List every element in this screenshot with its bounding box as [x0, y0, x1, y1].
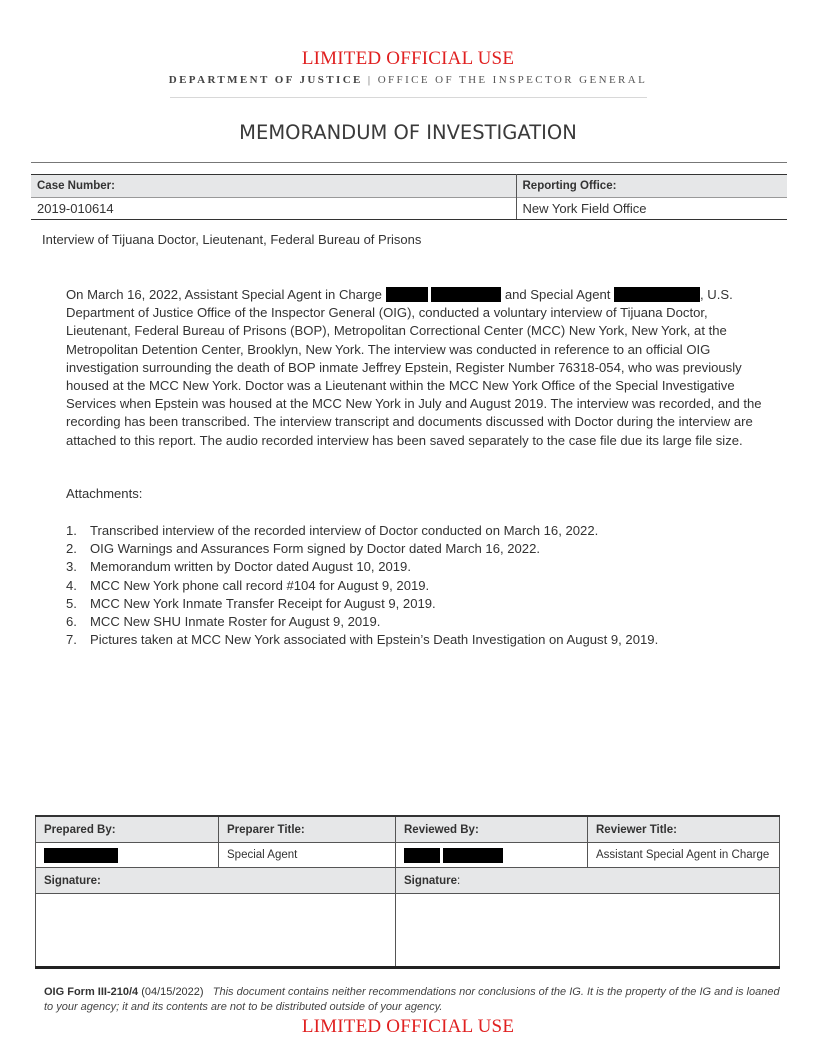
reviewed-by-cell [396, 843, 588, 868]
attachments-heading: Attachments: [66, 486, 143, 501]
memo-subject: Interview of Tijuana Doctor, Lieutenant, Federal Bureau of Prisons [42, 232, 422, 247]
department-header [0, 74, 816, 86]
attachment-number: 3. [66, 559, 77, 575]
case-number-value: 2019-010614 [31, 198, 516, 220]
redaction-asac-first-name [386, 287, 428, 302]
attachment-item [66, 613, 786, 631]
attachment-number: 1. [66, 523, 77, 538]
title-divider [31, 162, 787, 163]
prepared-by-label: Prepared By: [36, 816, 219, 843]
attachment-item [66, 631, 786, 649]
footer-disclaimer: This document contains neither recommendations nor conclusions of the IG. It is the property of the IG and is loaned to your agency; it and its contents are not to be distributed outside of your agency. [44, 986, 780, 1013]
attachment-item [66, 522, 786, 540]
prepared-by-cell [36, 843, 219, 868]
redaction-reviewer-last-name [443, 848, 503, 863]
signature-label-right-cell [396, 868, 780, 894]
attachment-text: OIG Warnings and Assurances Form signed by Doctor dated March 16, 2022. [90, 541, 541, 557]
reviewed-by-label: Reviewed By: [396, 816, 588, 843]
department-name: DEPARTMENT OF JUSTICE [168, 74, 363, 86]
header-separator: | [362, 74, 378, 86]
form-date: (04/15/2022) [138, 986, 204, 998]
form-id: OIG Form III-210/4 [44, 986, 139, 998]
attachment-item [66, 540, 786, 558]
header-divider [170, 97, 647, 98]
redaction-asac-last-name [431, 287, 501, 302]
classification-marking-top: LIMITED OFFICIAL USE [301, 48, 515, 69]
attachment-item [66, 558, 786, 576]
case-info-table [31, 174, 787, 220]
attachment-text: MCC New York phone call record #104 for August 9, 2019. [90, 577, 430, 593]
attachment-number: 7. [66, 632, 77, 648]
redaction-reviewer-first-name [404, 848, 440, 863]
form-footer [44, 985, 784, 1015]
signature-table [35, 815, 780, 969]
classification-marking-bottom: LIMITED OFFICIAL USE [301, 1016, 515, 1037]
attachment-number: 6. [66, 614, 77, 630]
body-text-part-1: On March 16, 2022, Assistant Special Agent in Charge [66, 287, 382, 302]
body-text-part-3: , U.S. Department of Justice Office of the Inspector General (OIG), conducted a voluntary interview of Tijuana Doctor, Lieutenant, Federal Bureau of Prisons (BOP), Metropolitan Correctional Center (MCC) New York, New York, at the Metropolitan Detention Center, Brooklyn, New York. The interview was conducted in reference to an official OIG investigation surrounding the death of BOP inmate Jeffrey Epstein, Register Number 76318-054, who was previously housed at the MCC New York. Doctor was a Lieutenant within the MCC New York Office of the Special Investigative Services when Epstein was housed at the MCC New York in July and August 2019. The interview was recorded, and the recording has been transcribed. The interview transcript and documents discussed with Doctor during the interview are attached to this report. The audio recorded interview has been saved separately to the case file due its large file size. [66, 287, 762, 448]
redaction-special-agent-name [614, 287, 700, 302]
reviewer-title-value: Assistant Special Agent in Charge [588, 843, 780, 868]
attachments-list [66, 522, 786, 649]
document-title: MEMORANDUM OF INVESTIGATION [239, 121, 577, 144]
preparer-title-label: Preparer Title: [219, 816, 396, 843]
attachment-text: MCC New SHU Inmate Roster for August 9, 2019. [90, 614, 381, 630]
signature-label-right-colon: : [457, 874, 461, 887]
preparer-signature-field [36, 894, 396, 968]
office-name: OFFICE OF THE INSPECTOR GENERAL [377, 74, 648, 86]
reviewer-signature-field [396, 894, 780, 968]
attachment-item [66, 577, 786, 595]
reporting-office-value: New York Field Office [516, 198, 787, 220]
attachment-number: 5. [66, 595, 77, 611]
attachment-number: 2. [66, 541, 77, 557]
attachment-item [66, 595, 786, 613]
preparer-title-value: Special Agent [219, 843, 396, 868]
memo-body [66, 286, 770, 450]
attachment-number: 4. [66, 577, 77, 593]
case-number-label: Case Number: [31, 175, 516, 198]
signature-label-left: Signature: [36, 868, 396, 894]
reviewer-title-label: Reviewer Title: [588, 816, 780, 843]
body-text-part-2: and Special Agent [504, 287, 611, 302]
redaction-preparer-name [44, 848, 118, 863]
attachment-text: Memorandum written by Doctor dated August 10, 2019. [90, 559, 411, 575]
attachment-text: MCC New York Inmate Transfer Receipt for August 9, 2019. [90, 595, 436, 611]
signature-label-right: Signature [404, 874, 458, 887]
reporting-office-label: Reporting Office: [516, 175, 787, 198]
attachment-text: Pictures taken at MCC New York associated with Epstein’s Death Investigation on August 9, 2019. [90, 632, 659, 648]
attachment-text: Transcribed interview of the recorded interview of Doctor conducted on March 16, 2022. [90, 523, 599, 538]
